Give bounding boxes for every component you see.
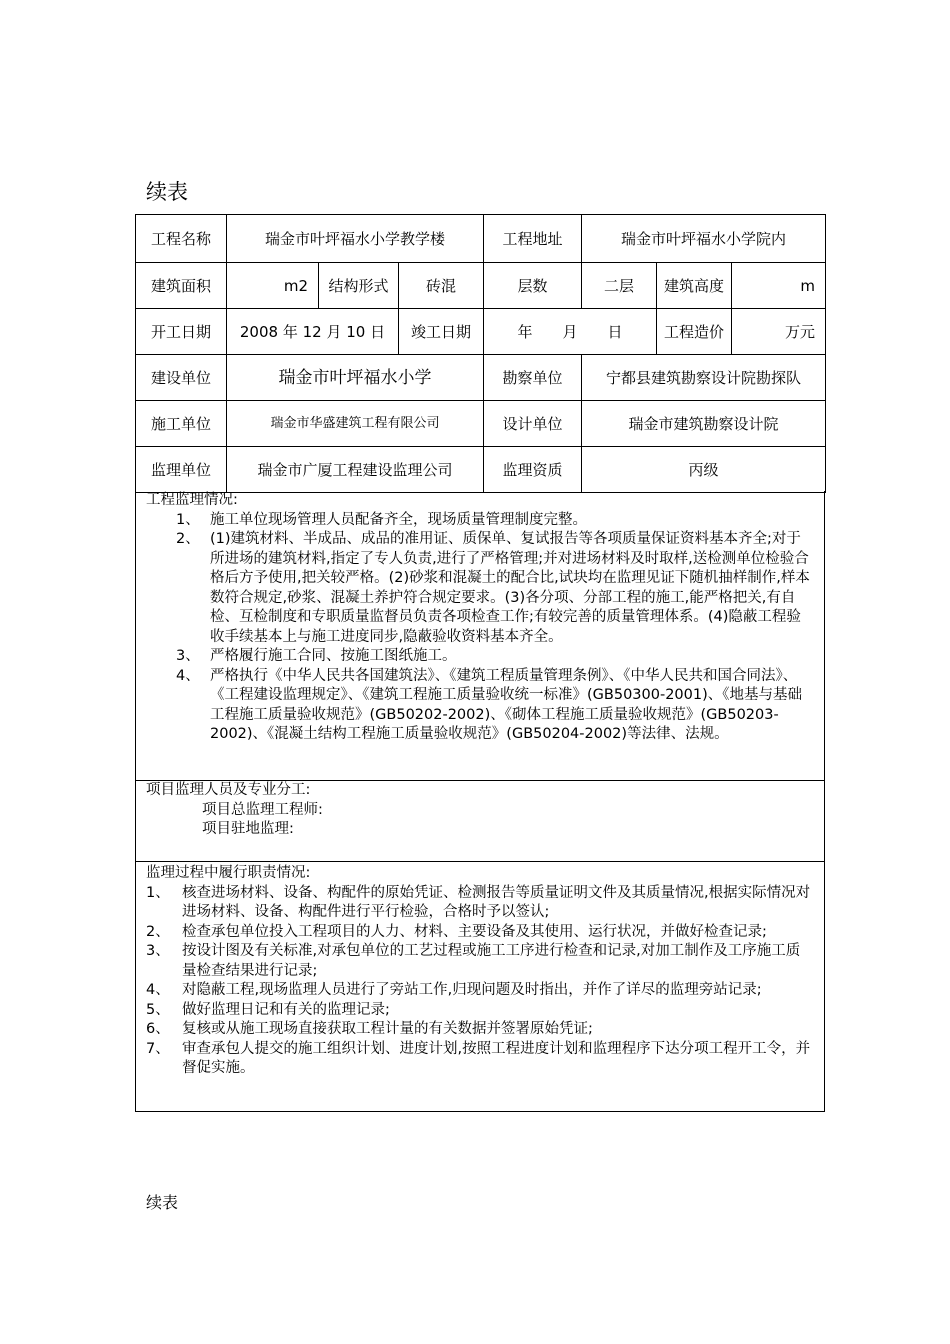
item-number: 2、: [176, 531, 200, 547]
supervision-status-section: [135, 491, 825, 781]
list-item: [136, 511, 824, 531]
project-info-table: [135, 214, 826, 493]
builder-value: 瑞金市叶坪福水小学: [227, 355, 484, 401]
finish-date-label: 竣工日期: [399, 309, 484, 355]
item-number: 4、: [146, 982, 170, 998]
duties-section: [135, 862, 825, 1112]
list-item: [136, 981, 824, 1001]
section-heading: 项目监理人员及专业分工:: [146, 782, 311, 798]
project-name-value: 瑞金市叶坪福水小学教学楼: [227, 215, 484, 263]
list-item: [136, 647, 824, 667]
item-number: 1、: [146, 884, 170, 901]
footer-title: 续表: [146, 1193, 179, 1212]
item-number: 3、: [176, 648, 200, 664]
item-text: 审查承包人提交的施工组织计划、进度计划,按照工程进度计划和监理程序下达分项工程开工令，并督促实施。: [182, 1040, 811, 1076]
cost-unit: 万元: [732, 309, 826, 355]
list-item: [136, 923, 824, 943]
structure-value: 砖混: [399, 263, 484, 309]
cost-label: 工程造价: [657, 309, 732, 355]
supervisor-label: 监理单位: [136, 447, 227, 493]
list-item: [136, 530, 824, 647]
item-text: 按设计图及有关标准,对承包单位的工艺过程或施工工序进行检查和记录,对加工制作及工序施工质量检查结果进行记录;: [182, 943, 801, 979]
staff-section: [135, 781, 825, 862]
table-row: [136, 215, 826, 263]
item-number: 5、: [146, 1001, 170, 1018]
design-label: 设计单位: [484, 401, 582, 447]
item-text: 检查承包单位投入工程项目的人力、材料、主要设备及其使用、运行状况，并做好检查记录;: [182, 923, 767, 940]
item-text: 施工单位现场管理人员配备齐全，现场质量管理制度完整。: [210, 511, 587, 528]
area-unit: m2: [227, 263, 319, 309]
table-row: [136, 309, 826, 355]
project-name-label: 工程名称: [136, 215, 227, 263]
list-item: [136, 942, 824, 981]
address-value: 瑞金市叶坪福水小学院内: [582, 215, 826, 263]
item-text: 严格履行施工合同、按施工图纸施工。: [210, 648, 457, 664]
contractor-label: 施工单位: [136, 401, 227, 447]
structure-label: 结构形式: [319, 263, 399, 309]
list-item: [136, 884, 824, 923]
list-item: [136, 1040, 824, 1079]
resident-supervisor-line: 项目驻地监理:: [202, 821, 294, 837]
list-item: [136, 667, 824, 745]
item-number: 7、: [146, 1040, 170, 1057]
item-text: 核查进场材料、设备、构配件的原始凭证、检测报告等质量证明文件及其质量情况,根据实际情况对进场材料、设备、构配件进行平行检验，合格时予以签认;: [182, 884, 811, 920]
item-number: 6、: [146, 1021, 170, 1037]
list-item: [136, 1020, 824, 1040]
height-label: 建筑高度: [657, 263, 732, 309]
qualification-label: 监理资质: [484, 447, 582, 493]
section-heading: 工程监理情况:: [146, 492, 238, 508]
height-unit: m: [732, 263, 826, 309]
page-title: 续表: [146, 180, 188, 204]
table-row: [136, 447, 826, 493]
section-heading: 监理过程中履行职责情况:: [146, 865, 311, 881]
item-text: 复核或从施工现场直接获取工程计量的有关数据并签署原始凭证;: [182, 1021, 593, 1037]
supervisor-value: 瑞金市广厦工程建设监理公司: [227, 447, 484, 493]
table-row: [136, 355, 826, 401]
item-text: 对隐蔽工程,现场监理人员进行了旁站工作,归现问题及时指出，并作了详尽的监理旁站记录;: [182, 982, 762, 998]
chief-engineer-line: 项目总监理工程师:: [202, 801, 323, 818]
item-number: 1、: [176, 511, 200, 528]
area-label: 建筑面积: [136, 263, 227, 309]
table-row: [136, 263, 826, 309]
item-number: 2、: [146, 923, 170, 940]
item-number: 3、: [146, 943, 170, 959]
address-label: 工程地址: [484, 215, 582, 263]
list-item: [136, 1001, 824, 1021]
builder-label: 建设单位: [136, 355, 227, 401]
contractor-value: 瑞金市华盛建筑工程有限公司: [227, 401, 484, 447]
qualification-value: 丙级: [582, 447, 826, 493]
item-text: 严格执行《中华人民共各国建筑法》、《建筑工程质量管理条例》、《中华人民共和国合同法》、《工程建设监理规定》、《建筑工程施工质量验收统一标准》(GB50300-2001)、《地基与基础工程施工质量验收规范》(GB50202-2002)、《砌体工程施工质量验收规范》(GB50203-2002)、《混凝土结构工程施工质量验收规范》(GB50204-2002)等法律、法规。: [210, 667, 803, 742]
start-date-value: 2008 年 12 月 10 日: [227, 309, 399, 355]
item-text: 做好监理日记和有关的监理记录;: [182, 1001, 390, 1018]
survey-value: 宁都县建筑勘察设计院勘探队: [582, 355, 826, 401]
finish-date-value: 年 月 日: [484, 309, 657, 355]
item-number: 4、: [176, 667, 200, 684]
floors-label: 层数: [484, 263, 582, 309]
floors-value: 二层: [582, 263, 657, 309]
item-text: (1)建筑材料、半成品、成品的准用证、质保单、复试报告等各项质量保证资料基本齐全;对于所进场的建筑材料,指定了专人负责,进行了严格管理;并对进场材料及时取样,送检测单位检验合格后方予使用,把关较严格。(2)砂浆和混凝土的配合比,试块均在监理见证下随机抽样制作,样本数符合规定,砂浆、混凝土养护符合规定要求。(3)各分项、分部工程的施工,能严格把关,有自检、互检制度和专职质量监督员负责各项检查工作;有较完善的质量管理体系。(4)隐蔽工程验收手续基本上与施工进度同步,隐蔽验收资料基本齐全。: [210, 531, 810, 645]
design-value: 瑞金市建筑勘察设计院: [582, 401, 826, 447]
survey-label: 勘察单位: [484, 355, 582, 401]
start-date-label: 开工日期: [136, 309, 227, 355]
table-row: [136, 401, 826, 447]
